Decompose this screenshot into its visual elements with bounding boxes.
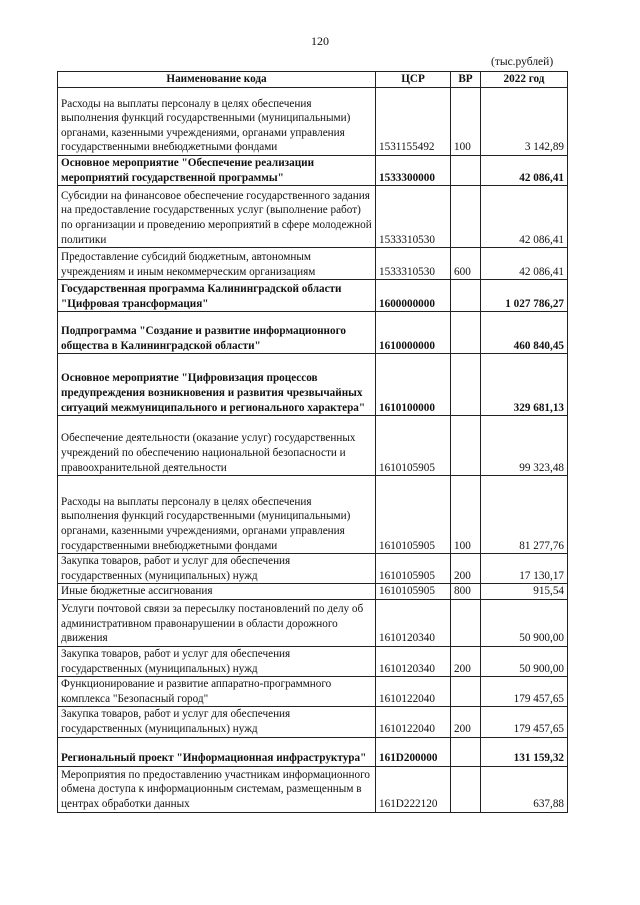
table-row <box>58 707 568 737</box>
cell-csr: 1600000000 <box>376 280 451 312</box>
cell-sum: 179 457,65 <box>481 707 568 737</box>
page-number: 120 <box>311 34 329 48</box>
cell-vr <box>451 599 481 646</box>
table-row <box>58 280 568 312</box>
table-row <box>58 677 568 707</box>
cell-name: Функционирование и развитие аппаратно-программного комплекса "Безопасный город" <box>58 677 376 707</box>
cell-sum: 81 277,76 <box>481 476 568 554</box>
cell-vr <box>451 416 481 476</box>
cell-csr: 1533300000 <box>376 156 451 186</box>
cell-csr: 1533310530 <box>376 186 451 248</box>
cell-sum: 42 086,41 <box>481 248 568 280</box>
budget-table <box>57 71 568 813</box>
cell-name: Расходы на выплаты персоналу в целях обеспечения выполнения функций государственными (муниципальными) органами, казенными учреждениями, органами управления государственными внебюджетными фондами <box>58 476 376 554</box>
cell-sum: 50 900,00 <box>481 599 568 646</box>
header-year: 2022 год <box>481 72 568 88</box>
cell-csr: 1610100000 <box>376 354 451 416</box>
cell-vr <box>451 677 481 707</box>
table-row <box>58 476 568 554</box>
header-csr: ЦСР <box>376 72 451 88</box>
cell-name: Расходы на выплаты персоналу в целях обеспечения выполнения функций государственными (муниципальными) органами, казенными учреждениями, органами управления государственными внебюджетными фондами <box>58 88 376 156</box>
cell-vr: 100 <box>451 476 481 554</box>
header-vr: ВР <box>451 72 481 88</box>
cell-csr: 1610000000 <box>376 312 451 354</box>
table-header-row <box>58 72 568 88</box>
table-row <box>58 584 568 600</box>
cell-name: Подпрограмма "Создание и развитие информационного общества в Калининградской области" <box>58 312 376 354</box>
cell-sum: 50 900,00 <box>481 646 568 676</box>
cell-csr: 1610105905 <box>376 416 451 476</box>
cell-csr: 1610105905 <box>376 476 451 554</box>
cell-csr: 1531155492 <box>376 88 451 156</box>
cell-sum: 915,54 <box>481 584 568 600</box>
units-label: (тыс.рублей) <box>491 56 554 68</box>
cell-vr <box>451 186 481 248</box>
cell-csr: 1610122040 <box>376 677 451 707</box>
header-name: Наименование кода <box>58 72 376 88</box>
table-row <box>58 88 568 156</box>
cell-sum: 637,88 <box>481 766 568 812</box>
cell-name: Субсидии на финансовое обеспечение государственного задания на предоставление государственных услуг (выполнение работ) по организации и проведению мероприятий в сфере молодежной политики <box>58 186 376 248</box>
cell-vr: 800 <box>451 584 481 600</box>
cell-vr <box>451 156 481 186</box>
cell-csr: 161D200000 <box>376 737 451 766</box>
cell-csr: 1610105905 <box>376 584 451 600</box>
cell-name: Иные бюджетные ассигнования <box>58 584 376 600</box>
cell-vr <box>451 312 481 354</box>
cell-name: Основное мероприятие "Обеспечение реализации мероприятий государственной программы" <box>58 156 376 186</box>
table-row <box>58 248 568 280</box>
cell-name: Закупка товаров, работ и услуг для обеспечения государственных (муниципальных) нужд <box>58 707 376 737</box>
cell-vr: 200 <box>451 707 481 737</box>
cell-csr: 1610105905 <box>376 554 451 584</box>
cell-name: Обеспечение деятельности (оказание услуг) государственных учреждений по обеспечению национальной безопасности и правоохранительной деятельности <box>58 416 376 476</box>
cell-vr <box>451 737 481 766</box>
cell-sum: 3 142,89 <box>481 88 568 156</box>
table-row <box>58 599 568 646</box>
table-row <box>58 354 568 416</box>
cell-sum: 179 457,65 <box>481 677 568 707</box>
table-row <box>58 766 568 812</box>
cell-name: Основное мероприятие "Цифровизация процессов предупреждения возникновения и развития чрезвычайных ситуаций межмуниципального и регионального характера" <box>58 354 376 416</box>
table-row <box>58 156 568 186</box>
cell-name: Региональный проект "Информационная инфраструктура" <box>58 737 376 766</box>
cell-sum: 99 323,48 <box>481 416 568 476</box>
table-row <box>58 416 568 476</box>
table-row <box>58 312 568 354</box>
table-row <box>58 737 568 766</box>
cell-csr: 1533310530 <box>376 248 451 280</box>
cell-csr: 1610122040 <box>376 707 451 737</box>
cell-csr: 1610120340 <box>376 646 451 676</box>
table-row <box>58 186 568 248</box>
table-row <box>58 554 568 584</box>
cell-csr: 1610120340 <box>376 599 451 646</box>
cell-vr: 100 <box>451 88 481 156</box>
cell-name: Закупка товаров, работ и услуг для обеспечения государственных (муниципальных) нужд <box>58 646 376 676</box>
cell-name: Услуги почтовой связи за пересылку постановлений по делу об административном правонарушении в области дорожного движения <box>58 599 376 646</box>
cell-sum: 460 840,45 <box>481 312 568 354</box>
cell-sum: 42 086,41 <box>481 156 568 186</box>
cell-vr: 600 <box>451 248 481 280</box>
table-body <box>58 88 568 813</box>
cell-vr <box>451 280 481 312</box>
cell-name: Закупка товаров, работ и услуг для обеспечения государственных (муниципальных) нужд <box>58 554 376 584</box>
cell-name: Государственная программа Калининградской области "Цифровая трансформация" <box>58 280 376 312</box>
cell-vr: 200 <box>451 646 481 676</box>
cell-sum: 131 159,32 <box>481 737 568 766</box>
cell-sum: 42 086,41 <box>481 186 568 248</box>
cell-vr <box>451 766 481 812</box>
cell-sum: 17 130,17 <box>481 554 568 584</box>
table-row <box>58 646 568 676</box>
cell-name: Мероприятия по предоставлению участникам информационного обмена доступа к информационным системам, размещенным в центрах обработки данных <box>58 766 376 812</box>
cell-vr <box>451 354 481 416</box>
cell-name: Предоставление субсидий бюджетным, автономным учреждениям и иным некоммерческим организациям <box>58 248 376 280</box>
cell-csr: 161D222120 <box>376 766 451 812</box>
cell-sum: 329 681,13 <box>481 354 568 416</box>
cell-vr: 200 <box>451 554 481 584</box>
cell-sum: 1 027 786,27 <box>481 280 568 312</box>
